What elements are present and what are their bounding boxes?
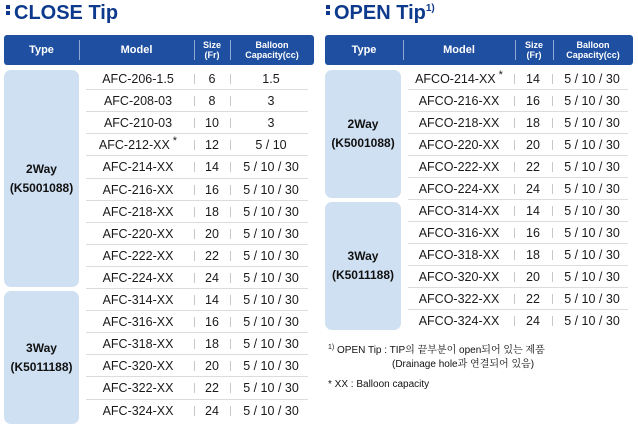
model-cell — [82, 267, 194, 289]
capacity-cell: 5 / 10 / 30 — [552, 156, 632, 178]
size-cell: 24 — [514, 310, 552, 332]
table-row — [404, 112, 632, 134]
model-value: AFCO-222-XX — [418, 160, 500, 174]
model-value: AFCO-324-XX — [418, 314, 500, 328]
type-name: 3Way — [347, 249, 379, 263]
bullet-icon — [326, 11, 330, 15]
size-cell: 24 — [194, 400, 230, 422]
close-type-3way — [4, 291, 79, 424]
size-cell: 16 — [194, 179, 230, 201]
table-row — [404, 288, 632, 310]
model-cell — [82, 400, 194, 422]
size-cell: 14 — [514, 68, 552, 90]
type-code: (K5011188) — [331, 268, 395, 282]
model-cell — [82, 90, 194, 112]
footnote-xx-text: * XX : Balloon capacity — [328, 379, 430, 390]
size-cell: 20 — [514, 266, 552, 288]
model-value: AFCO-318-XX — [418, 248, 500, 262]
size-cell: 16 — [514, 222, 552, 244]
size-cell: 18 — [514, 244, 552, 266]
table-row — [82, 377, 312, 399]
size-cell: 20 — [514, 134, 552, 156]
model-value: AFCO-218-XX — [418, 116, 500, 130]
open-tip-title: OPEN Tip$^{1)}$ — [326, 1, 435, 29]
capacity-cell: 5 / 10 / 30 — [552, 310, 632, 332]
model-value: AFCO-214-XX — [415, 72, 496, 86]
capacity-cell: 1.5 — [230, 68, 312, 90]
capacity-cell: 5 / 10 / 30 — [552, 244, 632, 266]
model-cell — [404, 288, 514, 310]
type-code: (K5011188) — [10, 359, 73, 374]
table-row — [404, 156, 632, 178]
model-value: AFC-208-03 — [103, 94, 173, 109]
header-type: Type — [351, 44, 377, 56]
table-row — [404, 244, 632, 266]
model-cell — [404, 112, 514, 134]
capacity-cell: 5 / 10 / 30 — [230, 289, 312, 311]
table-row — [82, 245, 312, 267]
table-row — [404, 266, 632, 288]
open-type-2way — [325, 70, 401, 198]
model-value: AFC-222-XX — [102, 248, 174, 263]
footnote-open-tip-detail — [392, 358, 534, 372]
model-value: AFC-212-XX — [98, 138, 170, 153]
model-value: AFC-322-XX — [102, 381, 174, 396]
size-cell: 10 — [194, 112, 230, 134]
capacity-cell: 5 / 10 / 30 — [230, 267, 312, 289]
model-value: AFC-320-XX — [102, 359, 174, 374]
header-size: Size (Fr) — [194, 35, 230, 65]
model-value: AFC-224-XX — [102, 270, 174, 285]
model-value: AFCO-322-XX — [418, 292, 500, 306]
table-row — [82, 112, 312, 134]
table-row — [82, 289, 312, 311]
header-balloon-capacity: Balloon Capacity(cc) — [230, 35, 314, 65]
close-type-2way — [4, 70, 79, 287]
size-cell: 18 — [194, 333, 230, 355]
model-cell — [82, 134, 194, 156]
size-cell: 18 — [194, 201, 230, 223]
model-value: AFC-220-XX — [102, 226, 174, 241]
type-name: 2Way — [347, 117, 379, 131]
header-model: Model — [403, 35, 515, 65]
header-model: Model — [79, 35, 194, 65]
size-cell: 20 — [194, 223, 230, 245]
asterisk-mark: * — [172, 135, 178, 148]
size-cell: 20 — [194, 355, 230, 377]
model-cell — [404, 200, 514, 222]
footnote-xx — [328, 378, 429, 392]
capacity-cell: 5 / 10 / 30 — [230, 156, 312, 178]
capacity-cell: 5 / 10 / 30 — [230, 400, 312, 422]
capacity-cell: 5 / 10 / 30 — [552, 134, 632, 156]
model-cell — [404, 90, 514, 112]
model-value: AFC-210-03 — [103, 116, 173, 131]
model-value: AFC-206-1.5 — [102, 72, 174, 86]
table-row — [82, 223, 312, 245]
model-cell — [82, 333, 194, 355]
capacity-cell: 5 / 10 / 30 — [552, 90, 632, 112]
capacity-cell: 5 / 10 / 30 — [230, 201, 312, 223]
table-row — [82, 333, 312, 355]
size-cell: 22 — [194, 245, 230, 267]
type-code: (K5001088) — [9, 180, 74, 195]
capacity-cell: 5 / 10 / 30 — [230, 245, 312, 267]
model-value: AFC-314-XX — [102, 293, 174, 307]
footnote-mark: 1) — [328, 344, 335, 351]
model-cell — [82, 156, 194, 178]
type-name: 3Way — [26, 340, 57, 355]
asterisk-mark: * — [498, 69, 503, 81]
open-type-3way — [325, 202, 401, 330]
capacity-cell: 5 / 10 / 30 — [552, 222, 632, 244]
capacity-cell: 5 / 10 / 30 — [230, 223, 312, 245]
model-value: AFCO-216-XX — [418, 94, 500, 108]
model-cell — [404, 244, 514, 266]
close-table-header — [4, 35, 314, 65]
size-cell: 8 — [194, 90, 230, 112]
size-cell: 14 — [194, 156, 230, 178]
table-row — [404, 310, 632, 332]
size-cell: 14 — [194, 289, 230, 311]
capacity-cell: 5 / 10 / 30 — [230, 333, 312, 355]
capacity-cell: 5 / 10 / 30 — [552, 68, 632, 90]
table-row — [404, 134, 632, 156]
table-row — [404, 222, 632, 244]
header-balloon-capacity: Balloon Capacity(cc) — [553, 35, 633, 65]
model-cell — [82, 355, 194, 377]
table-row — [82, 355, 312, 377]
capacity-cell: 3 — [230, 90, 312, 112]
size-cell: 18 — [514, 112, 552, 134]
type-code: (K5001088) — [331, 136, 395, 150]
model-cell — [404, 178, 514, 200]
model-cell — [404, 68, 514, 90]
open-table-header — [325, 35, 633, 65]
model-cell — [82, 245, 194, 267]
close-tip-title: CLOSE Tip — [6, 1, 118, 25]
model-value: AFCO-314-XX — [418, 204, 500, 218]
capacity-cell: 3 — [230, 112, 312, 134]
table-row — [404, 90, 632, 112]
capacity-cell: 5 / 10 — [230, 134, 312, 156]
table-row — [82, 179, 312, 201]
table-row — [82, 156, 312, 178]
footnote-line-1: OPEN Tip : TIP의 끝부분이 open되어 있는 제품 — [337, 345, 545, 356]
table-row — [404, 200, 632, 222]
footnote-open-tip — [328, 344, 545, 359]
table-row — [404, 68, 632, 90]
model-cell — [404, 310, 514, 332]
model-cell — [82, 289, 194, 311]
header-type: Type — [29, 44, 54, 56]
size-cell: 22 — [514, 288, 552, 310]
capacity-cell: 5 / 10 / 30 — [230, 179, 312, 201]
capacity-cell: 5 / 10 / 30 — [230, 311, 312, 333]
size-cell: 22 — [514, 156, 552, 178]
table-row — [82, 267, 312, 289]
bullet-icon — [6, 11, 10, 15]
model-value: AFCO-316-XX — [418, 226, 500, 240]
table-row — [82, 90, 312, 112]
capacity-cell: 5 / 10 / 30 — [230, 377, 312, 399]
table-row — [82, 311, 312, 333]
type-name: 2Way — [26, 161, 57, 176]
title-footnote-mark: 1) — [425, 3, 435, 14]
model-cell — [82, 201, 194, 223]
capacity-cell: 5 / 10 / 30 — [552, 178, 632, 200]
size-cell: 16 — [194, 311, 230, 333]
model-cell — [82, 112, 194, 134]
table-row — [82, 400, 312, 422]
capacity-cell: 5 / 10 / 30 — [552, 200, 632, 222]
model-value: AFCO-220-XX — [418, 138, 500, 152]
model-cell — [82, 311, 194, 333]
size-cell: 16 — [514, 90, 552, 112]
model-value: AFC-318-XX — [102, 337, 174, 352]
model-value: AFC-218-XX — [102, 204, 174, 219]
model-value: AFC-214-XX — [102, 160, 174, 175]
size-cell: 14 — [514, 200, 552, 222]
table-row — [404, 178, 632, 200]
model-cell — [404, 222, 514, 244]
capacity-cell: 5 / 10 / 30 — [552, 288, 632, 310]
footnote-line-2: (Drainage hole과 연결되어 있음) — [392, 359, 535, 370]
model-cell — [82, 179, 194, 201]
model-cell — [404, 156, 514, 178]
model-value: AFC-316-XX — [102, 315, 174, 330]
size-cell: 24 — [514, 178, 552, 200]
model-cell — [82, 68, 194, 90]
table-row — [82, 201, 312, 223]
size-cell: 12 — [194, 134, 230, 156]
model-cell — [82, 377, 194, 399]
model-value: AFC-216-XX — [102, 182, 174, 197]
header-size: Size (Fr) — [515, 35, 553, 65]
size-cell: 22 — [194, 377, 230, 399]
capacity-cell: 5 / 10 / 30 — [552, 266, 632, 288]
table-row — [82, 134, 312, 156]
size-cell: 24 — [194, 267, 230, 289]
capacity-cell: 5 / 10 / 30 — [230, 355, 312, 377]
model-value: AFC-324-XX — [102, 403, 174, 418]
model-value: AFCO-320-XX — [418, 270, 500, 284]
model-value: AFCO-224-XX — [418, 182, 500, 196]
model-cell — [82, 223, 194, 245]
model-cell — [404, 266, 514, 288]
size-cell: 6 — [194, 68, 230, 90]
model-cell — [404, 134, 514, 156]
table-row — [82, 68, 312, 90]
capacity-cell: 5 / 10 / 30 — [552, 112, 632, 134]
